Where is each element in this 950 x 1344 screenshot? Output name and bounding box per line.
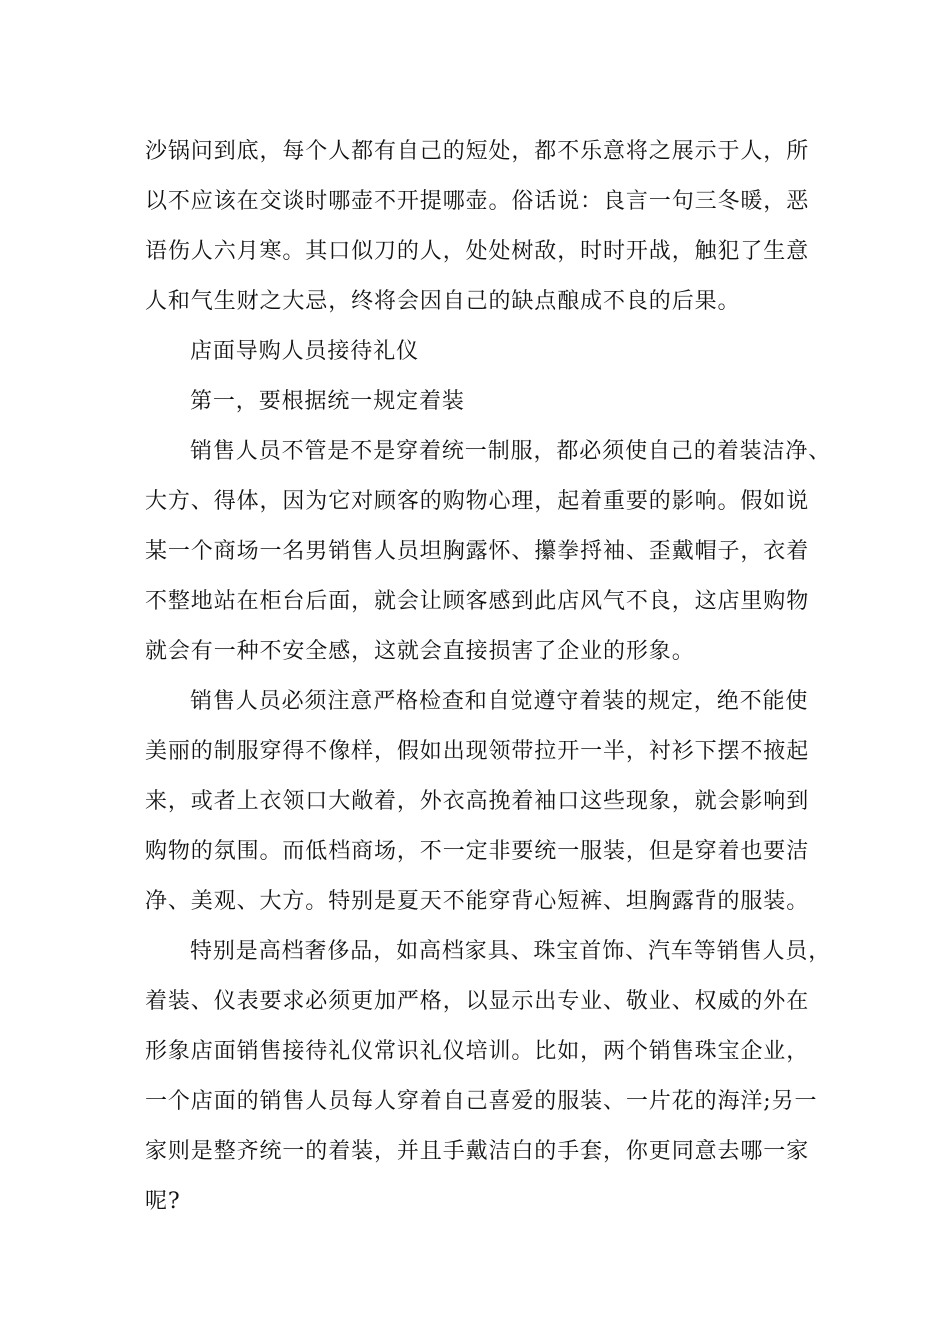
paragraph-line: 购物的氛围。而低档商场，不一定非要统一服装，但是穿着也要洁 xyxy=(145,839,810,864)
paragraph-line: 语伤人六月寒。其口似刀的人，处处树敌，时时开战，触犯了生意 xyxy=(145,239,810,264)
paragraph-line: 形象店面销售接待礼仪常识礼仪培训。比如，两个销售珠宝企业， xyxy=(145,1039,810,1064)
paragraph-line: 某一个商场一名男销售人员坦胸露怀、攥拳捋袖、歪戴帽子，衣着 xyxy=(145,539,810,564)
paragraph-line: 来，或者上衣领口大敞着，外衣高挽着袖口这些现象，就会影响到 xyxy=(145,789,810,814)
paragraph-line: 净、美观、大方。特别是夏天不能穿背心短裤、坦胸露背的服装。 xyxy=(145,889,810,914)
paragraph-line: 沙锅问到底，每个人都有自己的短处，都不乐意将之展示于人，所 xyxy=(145,139,810,164)
paragraph-line: 美丽的制服穿得不像样，假如出现领带拉开一半，衬衫下摆不掖起 xyxy=(145,739,810,764)
paragraph-line: 人和气生财之大忌，终将会因自己的缺点酿成不良的后果。 xyxy=(145,289,741,314)
paragraph-line: 特别是高档奢侈品，如高档家具、珠宝首饰、汽车等销售人员， xyxy=(190,939,832,964)
section-heading: 店面导购人员接待礼仪 xyxy=(190,339,420,364)
paragraph-line: 就会有一种不安全感，这就会直接损害了企业的形象。 xyxy=(145,639,695,664)
subsection-heading: 第一，要根据统一规定着装 xyxy=(190,389,465,414)
paragraph-line: 大方、得体，因为它对顾客的购物心理，起着重要的影响。假如说 xyxy=(145,489,810,514)
paragraph-line: 一个店面的销售人员每人穿着自己喜爱的服装、一片花的海洋;另一 xyxy=(145,1089,818,1114)
paragraph-line: 呢? xyxy=(145,1189,181,1214)
paragraph-line: 销售人员不管是不是穿着统一制服，都必须使自己的着装洁净、 xyxy=(190,439,832,464)
paragraph-line: 以不应该在交谈时哪壶不开提哪壶。俗话说：良言一句三冬暖，恶 xyxy=(145,189,810,214)
paragraph-line: 着装、仪表要求必须更加严格，以显示出专业、敬业、权威的外在 xyxy=(145,989,810,1014)
paragraph-line: 不整地站在柜台后面，就会让顾客感到此店风气不良，这店里购物 xyxy=(145,589,810,614)
paragraph-line: 销售人员必须注意严格检查和自觉遵守着装的规定，绝不能使 xyxy=(190,689,809,714)
paragraph-line: 家则是整齐统一的着装，并且手戴洁白的手套，你更同意去哪一家 xyxy=(145,1139,810,1164)
